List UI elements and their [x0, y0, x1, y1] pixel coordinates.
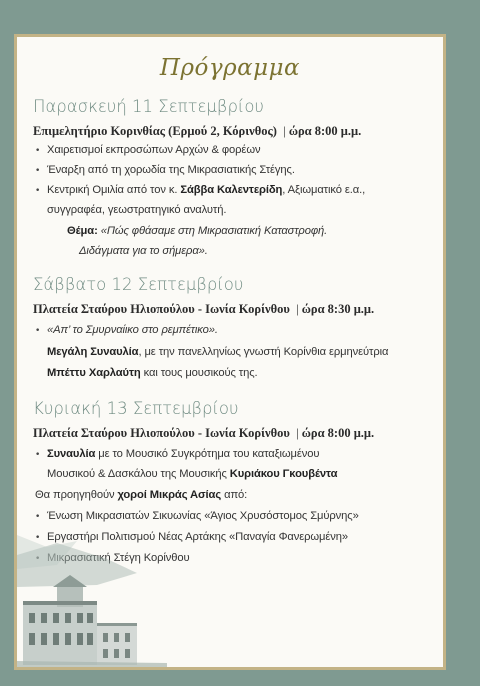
day3-time: ώρα 8:00 μ.μ.: [301, 426, 375, 440]
program-card: [14, 34, 446, 670]
day3-teacher-desc: Μουσικού & Δασκάλου της Μουσικής: [47, 468, 227, 480]
day2-venue: Πλατεία Σταύρου Ηλιοπούλου - Ιωνία Κορίνθου | ώρα 8:30 μ.μ.: [33, 302, 375, 316]
day1-venue-name: Επιμελητήριο Κορινθίας (Ερμού 2, Κόρινθος): [33, 124, 277, 138]
program-title: Πρόγραμμα: [159, 55, 301, 81]
day3-group-2: Εργαστήρι Πολιτισμού Νέας Αρτάκης «Παναγία Φανερωμένη»: [47, 531, 349, 543]
day3-dances-name: χοροί Μικράς Ασίας: [117, 489, 222, 501]
day3-group-1: Ένωση Μικρασιατών Σικυωνίας «Άγιος Χρυσόστομος Σμύρνης»: [47, 510, 359, 522]
day1-speech-intro: Κεντρική Ομιλία από τον κ.: [47, 184, 178, 196]
bullet-icon: •: [35, 450, 41, 460]
bullet-icon: •: [35, 512, 41, 522]
bullet-icon: •: [35, 186, 41, 196]
day2-venue-name: Πλατεία Σταύρου Ηλιοπούλου - Ιωνία Κορίνθου: [33, 302, 290, 316]
day3-heading: Κυριακή 13 Σεπτεμβρίου: [33, 399, 239, 418]
day1-topic: [67, 225, 327, 237]
day1-speaker: Σάββα Καλεντερίδη: [180, 184, 283, 196]
day3-concert: Συναυλία: [47, 448, 96, 460]
day2-item-3: [47, 367, 258, 379]
day3-item-1-cont: [47, 468, 337, 480]
day1-item-3-cont: συγγραφέα, γεωστρατηγικό αναλυτή.: [47, 204, 227, 216]
day2-item-2: [47, 346, 388, 358]
day2-heading: Σάββατο 12 Σεπτεμβρίου: [33, 275, 244, 294]
day2-item-1: «Απ’ το Σμυρναίικο στο ρεμπέτικο».: [47, 324, 218, 336]
day3-dances-intro: Θα προηγηθούν: [35, 489, 115, 501]
day1-venue: Επιμελητήριο Κορινθίας (Ερμού 2, Κόρινθος) | ώρα 8:00 μ.μ.: [33, 124, 362, 138]
day2-concert: Μεγάλη Συναυλία: [47, 346, 139, 358]
day1-topic-cont: Διδάγματα για το σήμερα».: [79, 245, 208, 257]
day3-dances: [35, 489, 247, 501]
day1-topic-label: Θέμα:: [67, 225, 98, 237]
day3-musician: Κυριάκου Γκουβέντα: [229, 468, 338, 480]
bullet-icon: •: [35, 554, 41, 564]
day1-speaker-title: , Αξιωματικό ε.α.,: [282, 184, 366, 196]
day3-concert-desc: με το Μουσικό Συγκρότημα του καταξιωμένου: [95, 448, 320, 460]
day2-time: ώρα 8:30 μ.μ.: [301, 302, 375, 316]
day3-group-3: Μικρασιατική Στέγη Κορίνθου: [47, 552, 190, 564]
day1-heading: Παρασκευή 11 Σεπτεμβρίου: [33, 97, 264, 116]
day2-performer: Μπέττυ Χαρλαύτη: [47, 367, 141, 379]
day3-venue: Πλατεία Σταύρου Ηλιοπούλου - Ιωνία Κορίνθου | ώρα 8:00 μ.μ.: [33, 426, 375, 440]
day2-performer-desc: και τους μουσικούς της.: [140, 367, 258, 379]
day3-venue-name: Πλατεία Σταύρου Ηλιοπούλου - Ιωνία Κορίνθου: [33, 426, 290, 440]
day1-item-3: [47, 184, 365, 196]
day1-item-1: Χαιρετισμοί εκπροσώπων Αρχών & φορέων: [47, 144, 261, 156]
day1-topic-text: «Πώς φθάσαμε στη Μικρασιατική Καταστροφή.: [100, 225, 328, 237]
building-sketch-image: [17, 525, 167, 670]
day1-time: ώρα 8:00 μ.μ.: [288, 124, 362, 138]
bullet-icon: •: [35, 146, 41, 156]
day3-dances-suffix: από:: [221, 489, 248, 501]
day1-item-2: Έναρξη από τη χορωδία της Μικρασιατικής Στέγης.: [47, 164, 295, 176]
bullet-icon: •: [35, 326, 41, 336]
day2-concert-desc: , με την πανελληνίως γνωστή Κορίνθια ερμηνεύτρια: [138, 346, 389, 358]
day3-item-1: [47, 448, 319, 460]
bullet-icon: •: [35, 166, 41, 176]
bullet-icon: •: [35, 533, 41, 543]
